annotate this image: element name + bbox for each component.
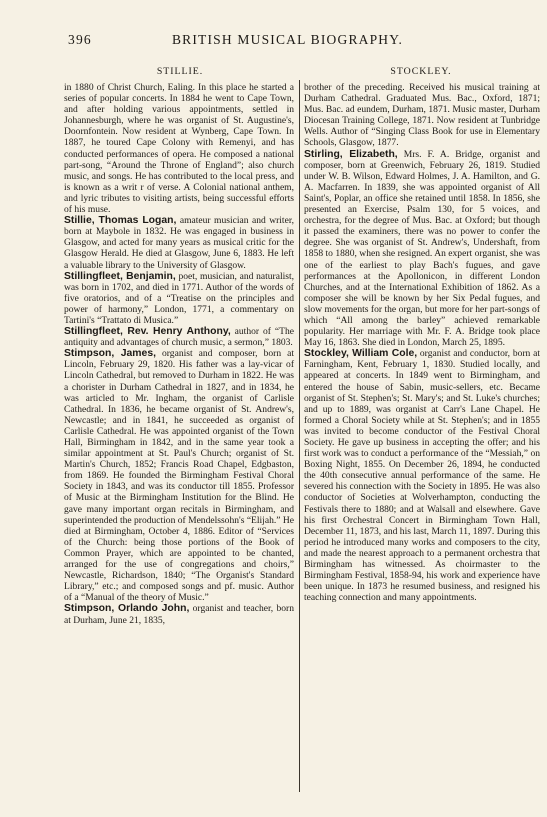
- running-title: BRITISH MUSICAL BIOGRAPHY.: [171, 32, 404, 47]
- entry-name: Stimpson, James,: [64, 348, 156, 360]
- entry-name: Stirling, Elizabeth,: [304, 148, 398, 160]
- running-header: [68, 32, 507, 50]
- biography-entry: [304, 149, 540, 349]
- entry-name: Stillie, Thomas Logan,: [64, 215, 177, 227]
- biography-entry: [304, 348, 540, 603]
- biography-entry: [64, 271, 294, 326]
- entry-body: organist and composer, born at Lincoln, February 29, 1820. His father was a lay-vicar of Lincoln Cathedral, but removed to Durham in 1822. He was a chorister in Durham Cathedral in 1827, and in 1834, he was articled to Mr. Ingham, the organist of Carlisle Cathedral. In 1836, he became organist of St. Andrew's, Newcastle; and in 1841, he succeeded as organist of Carlisle Cathedral. He was appointed organist of the Town Hall, Birmingham in 1842, and in the same year took a similar appointment at St. Paul's Church; organist of St. Martin's Church, 1852; Francis Road Chapel, Edgbaston, from 1869. He founded the Birmingham Festival Choral Society in 1843, and was its conductor till 1855. Professor of Music at the Birmingham Institution for the Blind. He gave many important organ recitals in Birmingham, and superintended the production of Mendelssohn's “Elijah.” He died at Birmingham, October 4, 1886. Editor of “Services of the Church: being those portions of the Book of Common Prayer, which are appointed to be chanted, arranged for the use of congregations and choirs,” Newcastle, Richardson, 1840; “The Organist's Standard Library,” etc.; and composed songs and pf. music. Author of a “Manual of the theory of Music.”: [64, 348, 295, 604]
- page-number: 396: [68, 32, 92, 47]
- biography-entry: [64, 348, 294, 603]
- continued-entry: [304, 82, 540, 149]
- left-column-heading: STILLIE.: [156, 66, 204, 77]
- biography-entry: [64, 215, 294, 270]
- column-divider: [299, 80, 300, 792]
- entry-body: in 1880 of Christ Church, Ealing. In this place he started a series of popular concerts. In 1884 he went to Cape Town, and after holding various appointments, settled in Johannesburgh, where he was organist of St. Augustine's, Doornfontein. Now resident at Wynberg, Cape Town. In 1887, he toured Cape Colony with Remenyi, and has conducted performances of opera. He composed a national part-song, “Around the Throne of England”; also church music, and songs. He has contributed to the local press, and is known as a writ r of verse. A Colonial national anthem, and lyric tributes to visiting artists, being successful efforts of his muse.: [64, 82, 294, 216]
- entry-body: poet, musician, and naturalist, was born in 1702, and died in 1771. Author of the words of five oratorios, and of a “Treatise on the principles and power of harmony,” London, 1771, a commentary on Tartini's “Trattato di Musica.”: [64, 270, 294, 326]
- right-column: [304, 82, 540, 603]
- entry-body: amateur musician and writer, born at Maybole in 1832. He was engaged in business in Glasgow, and acted for many years as musical critic for the Glasgow Herald. He died at Glasgow, June 6, 1883. He left a valuable library to the University of Glasgow.: [64, 215, 294, 271]
- entry-body: author of “The antiquity and advantages of church music, a sermon,” 1803.: [64, 326, 294, 349]
- entry-name: Stockley, William Cole,: [304, 348, 418, 360]
- entry-body: Mrs. F. A. Bridge, organist and composer, born at Greenwich, February 26, 1819. Studied under W. B. Wilson, Edward Holmes, J. A. Hamilton, and G. A. Macfarren. In 1839, she was appointed organist of All Saint's, Poplar, an office she retained until 1858. In 1856, she presented an Exercise, Psalm 130, for 5 voices, and orchestra, for the degree of Mus. Bac. at Oxford; but though it passed the examiners, there was no power to confer the degree. She was organist of St. Andrew's, Undershaft, from 1858 to 1880, when she resigned. An expert organist, she was one of the earliest to play Bach's fugues, and gave performances at the Apollonicon, in different London Churches, and at the International Exhibition of 1862. As a composer she will be known by her Six Pedal fugues, and slow movements for the organ, but more for her part-songs of which “All among the barley” achieved remarkable popularity. Her marriage with Mr. F. A. Bridge took place May 16, 1863. She died in London, March 25, 1895.: [304, 148, 541, 349]
- continued-entry: [64, 82, 294, 215]
- entry-name: Stillingfleet, Benjamin,: [64, 270, 176, 282]
- entry-body: organist and teacher, born at Durham, June 21, 1835,: [64, 603, 294, 626]
- biography-entry: [64, 326, 294, 348]
- entry-body: organist and conductor, born at Farningham, Kent, February 1, 1830. Studied locally, and appeared at concerts. In 1849 went to Birmingham, and entered the house of Sabin, music-sellers, etc. Became organist of St. Stephen's; St. Mary's; and St. Luke's churches; and up to 1889, was organist at Carr's Lane Chapel. He formed a Choral Society while at St. Stephen's; and in 1855 was invited to become conductor of the Festival Choral Society. He gave up business in accepting the offer; and his first work was to conduct a performance of the “Messiah,” on Boxing Night, 1855. On December 26, 1894, he conducted the 40th consecutive annual performance of the same. He severed his connection with the Society in 1895. He was also conductor of Societies at Wolverhampton, conducting the Festivals there to 1880; and at Walsall and elsewhere. Gave his first Orchestral Concert in Birmingham Town Hall, December 11, 1873, and his last, March 11, 1897. During this period he introduced many works and composers to the city, and made the nearest approach to a permanent orchestra that Birmingham has witnessed. As choirmaster to the Birmingham Festival, 1858-94, his work and experience have been unique. In 1873 he resumed business, and resigned his teaching connection and many appointments.: [304, 348, 541, 604]
- biography-entry: [64, 603, 294, 625]
- left-column: [64, 82, 294, 626]
- entry-name: Stillingfleet, Rev. Henry Anthony,: [64, 326, 231, 338]
- entry-name: Stimpson, Orlando John,: [64, 603, 190, 615]
- right-column-heading: STOCKLEY.: [390, 66, 452, 77]
- entry-body: brother of the preceding. Received his musical training at Durham Cathedral. Graduated Mus. Bac., Oxford, 1871; Mus. Bac. ad eundem, Durham, 1871. Music master, Durham Diocesan Training College, 1871. Now resident at Tunbridge Wells. Author of “Singing Class Book for use in Elementary Schools, Glasgow, 1877.: [304, 82, 540, 149]
